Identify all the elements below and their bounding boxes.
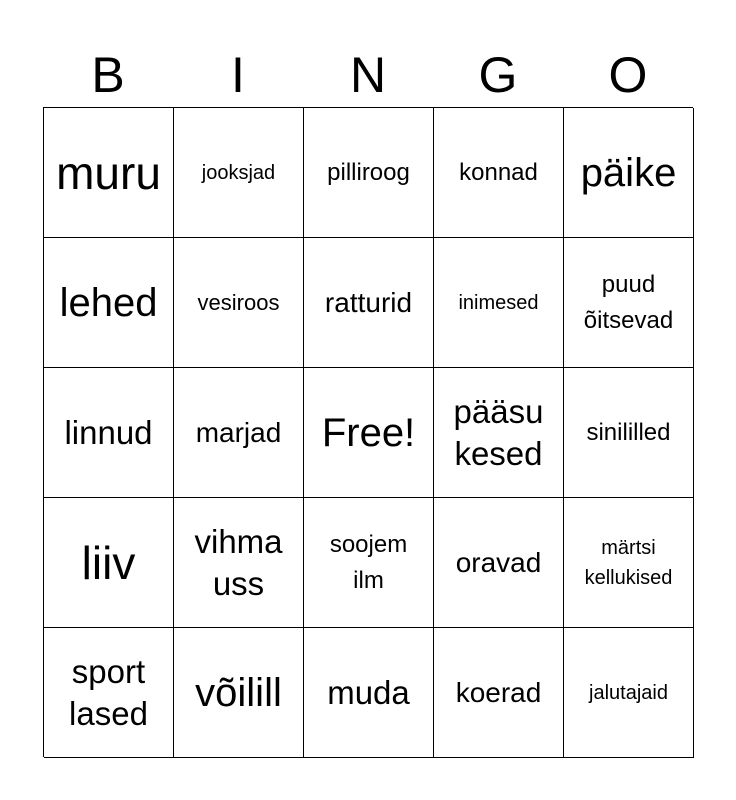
header-letter-o: O (608, 47, 648, 103)
cell-label: jalutajaid (589, 681, 668, 704)
bingo-cell-g3[interactable] (434, 368, 564, 498)
bingo-cell-o4[interactable] (564, 498, 694, 628)
cell-label: märtsi kellukised (584, 536, 673, 589)
bingo-cell-g2[interactable] (434, 238, 564, 368)
cell-label: võilill (195, 670, 282, 715)
bingo-cell-b5[interactable] (44, 628, 174, 758)
bingo-cell-i3[interactable] (174, 368, 304, 498)
bingo-cell-g4[interactable] (434, 498, 564, 628)
bingo-cell-i2[interactable] (174, 238, 304, 368)
cell-label: sinililled (586, 418, 671, 446)
bingo-cell-n2[interactable] (304, 238, 434, 368)
cell-label: pilliroog (327, 158, 410, 186)
bingo-cell-i4[interactable] (174, 498, 304, 628)
header-letter-b: B (91, 47, 125, 103)
cell-label: soojem ilm (329, 530, 408, 594)
bingo-cell-i5[interactable] (174, 628, 304, 758)
cell-label: muda (327, 673, 410, 711)
bingo-board (43, 107, 693, 757)
cell-label: jooksjad (201, 161, 276, 184)
bingo-cell-b2[interactable] (44, 238, 174, 368)
bingo-cell-o2[interactable] (564, 238, 694, 368)
bingo-cell-o5[interactable] (564, 628, 694, 758)
bingo-cell-g5[interactable] (434, 628, 564, 758)
cell-label: ratturid (324, 286, 413, 318)
header-letter-n: N (349, 47, 387, 103)
bingo-cell-b1[interactable] (44, 108, 174, 238)
cell-label: päike (580, 150, 677, 195)
bingo-cell-n1[interactable] (304, 108, 434, 238)
bingo-cell-n3[interactable] (304, 368, 434, 498)
cell-label: inimesed (458, 291, 539, 314)
header-letter-g: G (478, 47, 518, 103)
bingo-cell-i1[interactable] (174, 108, 304, 238)
cell-label: sport lased (69, 652, 148, 732)
bingo-cell-n5[interactable] (304, 628, 434, 758)
cell-label: linnud (64, 413, 153, 451)
cell-label: marjad (195, 416, 282, 448)
cell-label: oravad (455, 546, 542, 578)
cell-label: koerad (455, 676, 542, 708)
cell-label: vihma uss (194, 522, 283, 602)
cell-label: pääsu kesed (453, 392, 544, 472)
bingo-cell-b3[interactable] (44, 368, 174, 498)
bingo-cell-g1[interactable] (434, 108, 564, 238)
bingo-cell-o1[interactable] (564, 108, 694, 238)
cell-label: vesiroos (197, 289, 280, 315)
cell-label: konnad (459, 158, 538, 186)
bingo-cell-n4[interactable] (304, 498, 434, 628)
bingo-cell-b4[interactable] (44, 498, 174, 628)
bingo-cell-o3[interactable] (564, 368, 694, 498)
cell-label: puud õitsevad (583, 270, 674, 334)
free-space-label: Free! (321, 410, 416, 455)
header-letter-i: I (231, 47, 245, 103)
cell-label: liiv (81, 536, 136, 589)
cell-label: muru (56, 146, 161, 199)
cell-label: lehed (59, 280, 158, 325)
bingo-header (43, 42, 693, 108)
